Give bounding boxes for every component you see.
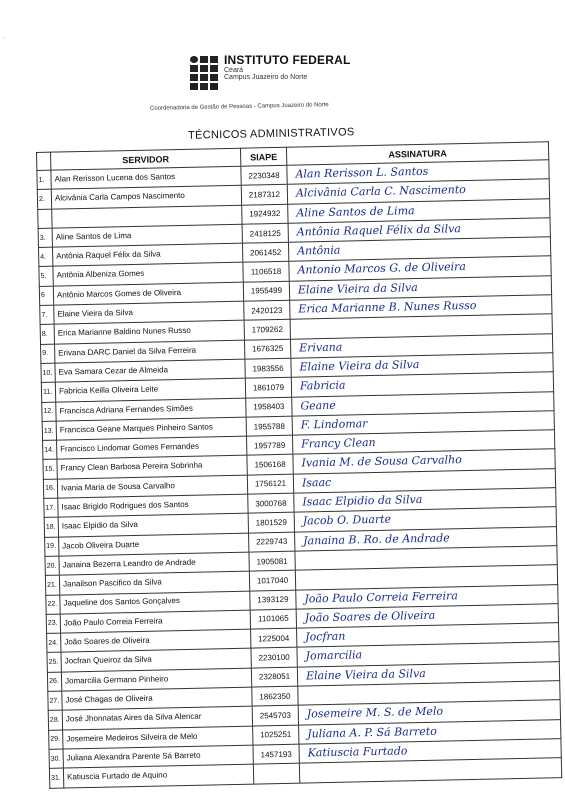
row-number: 4. (39, 247, 53, 267)
header-assinatura: ASSINATURA (286, 142, 548, 165)
siape-number: 1393129 (250, 590, 296, 610)
siape-number: 1106518 (243, 262, 289, 282)
handwritten-signature: Juliana A. P. Sá Barreto (307, 724, 437, 741)
row-number: 24. (47, 633, 61, 653)
handwritten-signature: Katiuscia Furtado (307, 744, 408, 760)
row-number: 6 (39, 286, 53, 306)
servidor-name: Janailson Pascifico da Silva (59, 571, 249, 594)
row-number: 5. (39, 267, 53, 287)
servidor-name: Elaine Vieira da Silva (54, 301, 244, 324)
siape-number: 1958403 (246, 397, 292, 417)
servidor-name: Antônia Raquel Félix da Silva (53, 243, 243, 266)
servidor-name: João Soares de Oliveira (61, 629, 251, 652)
handwritten-signature: Jomarcilia (305, 648, 363, 663)
servidor-name: Antônio Marcos Gomes de Oliveira (53, 282, 243, 305)
siape-number: 1756121 (247, 474, 293, 494)
siape-number: 3000768 (248, 493, 294, 513)
siape-number: 1862350 (252, 686, 298, 706)
handwritten-signature: Antônia (296, 243, 341, 258)
siape-number: 1905081 (249, 551, 295, 571)
servidor-name: Katiuscia Furtado de Aquino (63, 764, 253, 787)
servidor-name: Erivana DARC Daniel da Silva Ferreira (55, 340, 245, 363)
servidor-name: Juliana Alexandra Parente Sá Barreto (63, 745, 253, 768)
row-number: 14. (43, 440, 57, 460)
servidor-name: Eva Samara Cezar de Almeida (55, 359, 245, 382)
siape-number: 1676325 (244, 339, 290, 359)
handwritten-signature: Fabricia (299, 378, 346, 393)
siape-number: 2230348 (241, 165, 287, 185)
row-number: 10. (41, 363, 55, 383)
row-number: 22. (46, 595, 60, 615)
servidor-name: Francy Clean Barbosa Pereira Sobrinha (57, 456, 247, 479)
institution-state: Ceará (224, 66, 244, 74)
handwritten-signature: F. Lindomar (300, 416, 368, 432)
servidor-name: Janaina Bezerra Leandro de Andrade (59, 552, 249, 575)
siape-number (253, 763, 299, 783)
row-number: 15. (43, 460, 57, 480)
servidor-name: Aline Santos de Lima (52, 224, 242, 247)
institution-header (190, 54, 351, 90)
institution-name: INSTITUTO FEDERAL (224, 53, 351, 67)
servidor-name: Isaac Elpidio da Silva (58, 513, 248, 536)
row-number: 30. (49, 749, 63, 769)
row-number: 23. (46, 614, 60, 634)
row-number: 9. (41, 344, 55, 364)
siape-number: 1924932 (242, 204, 288, 224)
row-number: 16. (43, 479, 57, 499)
header-siape: SIAPE (240, 147, 286, 166)
row-number: 8. (40, 325, 54, 345)
handwritten-signature: Isaac Elpidio da Silva (302, 493, 423, 509)
servidor-name: Francisca Adriana Fernandes Simões (56, 398, 246, 421)
handwritten-signature: João Soares de Oliveira (304, 608, 436, 625)
row-number: 25. (47, 653, 61, 673)
siape-number: 1506168 (247, 455, 293, 475)
servidor-name: José Chagas de Oliveira (62, 687, 252, 710)
siape-number: 1861079 (245, 377, 291, 397)
handwritten-signature: Aline Santos de Lima (296, 203, 415, 220)
siape-number: 2545703 (252, 705, 298, 725)
servidor-name: Jacob Oliveira Duarte (59, 533, 249, 556)
handwritten-signature: Alcivânia Carla C. Nascimento (295, 183, 466, 200)
servidor-name: Antônia Albeniza Gomes (53, 263, 243, 286)
row-number: 17. (44, 498, 58, 518)
siape-number: 2187312 (241, 185, 287, 205)
row-number: 13. (42, 421, 56, 441)
handwritten-signature: Antônia Raquel Félix da Silva (296, 222, 462, 239)
handwritten-signature: Erica Marianne B. Nunes Russo (298, 298, 477, 316)
row-number (38, 209, 52, 229)
handwritten-signature: Antonio Marcos G. de Oliveira (297, 260, 466, 278)
handwritten-signature: Elaine Vieira da Silva (299, 357, 420, 374)
siape-number: 1955499 (243, 281, 289, 301)
siape-number: 2230100 (251, 648, 297, 668)
row-number: 1. (37, 170, 51, 190)
handwritten-signature: João Paulo Correia Ferreira (304, 588, 458, 606)
institution-logo-icon (190, 56, 218, 90)
institution-campus: Campus Juazeiro do Norte (224, 73, 308, 81)
handwritten-signature: Jacob O. Duarte (302, 512, 392, 528)
servidor-name: Isaac Brigido Rodrigues dos Santos (58, 494, 248, 517)
row-number: 12. (42, 402, 56, 422)
servidor-name: Fabricia Keilla Oliveira Leite (55, 378, 245, 401)
handwritten-signature: Jocfran (305, 629, 346, 644)
siape-number: 2229743 (249, 532, 295, 552)
header-servidor: SERVIDOR (51, 148, 241, 170)
handwritten-signature: Isaac (301, 475, 332, 490)
handwritten-signature: Francy Clean (301, 436, 376, 451)
row-number: 29. (49, 730, 63, 750)
row-number: 7. (40, 305, 54, 325)
coordination-line: Coordenadoria de Gestão de Pessoas - Campus Juazeiro do Norte (149, 102, 329, 112)
siape-number: 2061452 (242, 242, 288, 262)
siape-number: 2420123 (244, 300, 290, 320)
siape-number: 1225004 (251, 628, 297, 648)
servidor-name: Josemeire Medeiros Silveira de Melo (63, 726, 253, 749)
page-title: TÉCNICOS ADMINISTRATIVOS (187, 126, 355, 142)
siape-number: 1017040 (249, 570, 295, 590)
header-number (37, 152, 51, 170)
siape-number: 1957789 (247, 435, 293, 455)
servidor-name: Jaqueline dos Santos Gonçalves (60, 591, 250, 614)
servidor-name: Jocfran Queiroz da Silva (61, 649, 251, 672)
row-number: 11. (41, 382, 55, 402)
handwritten-signature: Erivana (299, 340, 343, 355)
siape-number: 2328051 (251, 667, 297, 687)
row-number: 21. (45, 575, 59, 595)
handwritten-signature: Geane (300, 398, 336, 413)
handwritten-signature: Elaine Vieira da Silva (297, 280, 418, 297)
handwritten-signature: Elaine Vieira da Silva (305, 666, 426, 683)
siape-number: 1955788 (246, 416, 292, 436)
row-number: 27. (48, 691, 62, 711)
servidor-name: Alcivânia Carla Campos Nascimento (51, 186, 241, 209)
siape-number: 1709262 (244, 320, 290, 340)
siape-number: 1983556 (245, 358, 291, 378)
handwritten-signature: Ivania M. de Sousa Carvalho (301, 453, 462, 470)
servidor-name: Francisco Lindomar Gomes Fernandes (57, 436, 247, 459)
siape-number: 1801529 (248, 513, 294, 533)
row-number: 2. (37, 189, 51, 209)
servidor-name: Jomarcilia Germano Pinheiro (61, 668, 251, 691)
row-number: 3. (38, 228, 52, 248)
servidor-name: Erica Marianne Baldino Nunes Russo (54, 321, 244, 344)
siape-number: 1457193 (253, 744, 299, 764)
siape-number: 1025251 (253, 725, 299, 745)
siape-number: 2418125 (242, 223, 288, 243)
servidor-name: João Paulo Correia Ferreira (60, 610, 250, 633)
row-number: 19. (45, 537, 59, 557)
signature-table (36, 141, 562, 788)
siape-number: 1101065 (250, 609, 296, 629)
servidor-name: José Jhonnatas Aires da Silva Alencar (62, 706, 252, 729)
scan-mark: ⸱ (4, 36, 6, 42)
row-number: 28. (48, 710, 62, 730)
servidor-name: Francisca Geane Marques Pinheiro Santos (56, 417, 246, 440)
signature-cell (299, 758, 561, 783)
row-number: 18. (44, 517, 58, 537)
signature-sheet (36, 141, 561, 788)
handwritten-signature: Alan Rerisson L. Santos (295, 164, 429, 181)
row-number: 20. (45, 556, 59, 576)
servidor-name: Alan Rerisson Lucena dos Santos (51, 166, 241, 189)
servidor-name: Ivania Maria de Sousa Carvalho (57, 475, 247, 498)
row-number: 26. (47, 672, 61, 692)
handwritten-signature: Janaina B. Ro. de Andrade (303, 531, 450, 548)
row-number: 31. (49, 768, 63, 788)
handwritten-signature: Josemeire M. S. de Melo (306, 704, 444, 721)
